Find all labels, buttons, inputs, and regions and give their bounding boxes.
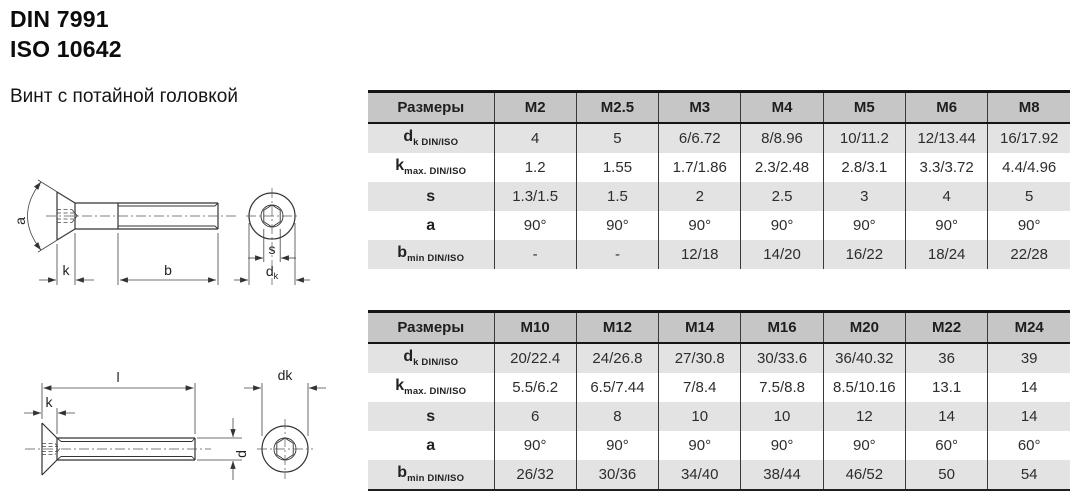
thread-length-b-label: b bbox=[164, 262, 172, 278]
value-cell: 60° bbox=[988, 431, 1070, 460]
parameter-subscript: max. DIN/ISO bbox=[404, 166, 467, 178]
standard-din: DIN 7991 bbox=[10, 6, 109, 32]
value-cell: 90° bbox=[659, 211, 741, 240]
value-cell: 14 bbox=[905, 402, 987, 431]
parameter-subscript: k DIN/ISO bbox=[413, 357, 459, 369]
value-cell: 10 bbox=[741, 402, 823, 431]
parameter-symbol: b bbox=[397, 244, 408, 262]
value-cell: 36/40.32 bbox=[823, 343, 905, 373]
value-cell: 4.4/4.96 bbox=[988, 153, 1070, 182]
value-cell: 5 bbox=[988, 182, 1070, 211]
parameter-label-cell bbox=[368, 343, 494, 373]
value-cell: 46/52 bbox=[823, 460, 905, 490]
value-cell: 10 bbox=[659, 402, 741, 431]
value-cell: 30/33.6 bbox=[741, 343, 823, 373]
value-cell: 1.3/1.5 bbox=[494, 182, 576, 211]
value-cell: 50 bbox=[905, 460, 987, 490]
value-cell: 8.5/10.16 bbox=[823, 373, 905, 402]
size-header-cell: M8 bbox=[988, 92, 1070, 124]
size-header-cell: M14 bbox=[659, 312, 741, 344]
value-cell: 1.2 bbox=[494, 153, 576, 182]
m10-m24-dimension-table bbox=[368, 310, 1070, 491]
size-header-cell: M22 bbox=[905, 312, 987, 344]
value-cell: 14 bbox=[988, 373, 1070, 402]
angle-a-label: a bbox=[12, 217, 28, 225]
value-cell: 39 bbox=[988, 343, 1070, 373]
parameter-symbol: k bbox=[395, 157, 405, 175]
value-cell: 6/6.72 bbox=[659, 123, 741, 153]
size-header-cell: M2.5 bbox=[576, 92, 658, 124]
head-dia-dk-label: $d_k$ bbox=[265, 263, 279, 281]
value-cell: 90° bbox=[988, 211, 1070, 240]
parameter-label-cell bbox=[368, 460, 494, 490]
value-cell: 6.5/7.44 bbox=[576, 373, 658, 402]
size-header-cell: M16 bbox=[741, 312, 823, 344]
parameter-subscript: min DIN/ISO bbox=[407, 253, 465, 265]
parameter-label-cell bbox=[368, 240, 494, 269]
value-cell: 36 bbox=[905, 343, 987, 373]
value-cell: 90° bbox=[823, 211, 905, 240]
table-row bbox=[368, 153, 1070, 182]
value-cell: 18/24 bbox=[905, 240, 987, 269]
value-cell: 90° bbox=[494, 211, 576, 240]
size-header-cell: M24 bbox=[988, 312, 1070, 344]
value-cell: 38/44 bbox=[741, 460, 823, 490]
value-cell: 4 bbox=[905, 182, 987, 211]
parameter-label-cell bbox=[368, 431, 494, 460]
value-cell: 90° bbox=[494, 431, 576, 460]
m2-m8-dimension-table bbox=[368, 90, 1070, 269]
value-cell: 60° bbox=[905, 431, 987, 460]
parameter-symbol: d bbox=[403, 128, 414, 146]
value-cell: 27/30.8 bbox=[659, 343, 741, 373]
size-header-cell: M6 bbox=[905, 92, 987, 124]
screw-side-view-top-drawing bbox=[10, 163, 345, 298]
value-cell: 12/13.44 bbox=[905, 123, 987, 153]
table-row bbox=[368, 460, 1070, 490]
table-row bbox=[368, 182, 1070, 211]
head-height-k-label: k bbox=[62, 262, 70, 278]
value-cell: 2.3/2.48 bbox=[741, 153, 823, 182]
value-cell: 90° bbox=[741, 431, 823, 460]
value-cell: 2.5 bbox=[741, 182, 823, 211]
value-cell: 7.5/8.8 bbox=[741, 373, 823, 402]
value-cell: 1.5 bbox=[576, 182, 658, 211]
value-cell: 90° bbox=[576, 211, 658, 240]
size-header-cell: M10 bbox=[494, 312, 576, 344]
parameter-label-cell bbox=[368, 402, 494, 431]
head-height-k-label: k bbox=[45, 394, 53, 410]
socket-size-s-label: s bbox=[268, 241, 276, 257]
value-cell: 16/17.92 bbox=[988, 123, 1070, 153]
length-l-label: l bbox=[116, 369, 120, 385]
parameter-symbol: b bbox=[397, 464, 408, 482]
value-cell: 24/26.8 bbox=[576, 343, 658, 373]
parameter-subscript: min DIN/ISO bbox=[407, 473, 465, 485]
value-cell: 1.7/1.86 bbox=[659, 153, 741, 182]
value-cell: 5.5/6.2 bbox=[494, 373, 576, 402]
table-row bbox=[368, 402, 1070, 431]
table-header-row bbox=[368, 92, 1070, 124]
parameter-symbol: a bbox=[426, 436, 436, 454]
size-header-cell: M5 bbox=[823, 92, 905, 124]
value-cell: 34/40 bbox=[659, 460, 741, 490]
screw-side-view-bottom-drawing bbox=[15, 358, 350, 498]
value-cell: 16/22 bbox=[823, 240, 905, 269]
parameter-symbol: d bbox=[403, 348, 414, 366]
parameter-symbol: s bbox=[426, 187, 436, 205]
size-header-cell: M2 bbox=[494, 92, 576, 124]
table-header-row bbox=[368, 312, 1070, 344]
parameter-symbol: k bbox=[395, 377, 405, 395]
value-cell: 14/20 bbox=[741, 240, 823, 269]
value-cell: 4 bbox=[494, 123, 576, 153]
table-row bbox=[368, 343, 1070, 373]
product-title: Винт с потайной головкой bbox=[10, 86, 238, 107]
size-header-cell: M12 bbox=[576, 312, 658, 344]
value-cell: 30/36 bbox=[576, 460, 658, 490]
value-cell: 14 bbox=[988, 402, 1070, 431]
parameter-subscript: k DIN/ISO bbox=[413, 137, 459, 149]
value-cell: 1.55 bbox=[576, 153, 658, 182]
value-cell: 3.3/3.72 bbox=[905, 153, 987, 182]
size-column-header: Размеры bbox=[368, 312, 494, 344]
value-cell: 10/11.2 bbox=[823, 123, 905, 153]
parameter-symbol: s bbox=[426, 407, 436, 425]
size-header-cell: M3 bbox=[659, 92, 741, 124]
value-cell: 2 bbox=[659, 182, 741, 211]
value-cell: 7/8.4 bbox=[659, 373, 741, 402]
value-cell: 54 bbox=[988, 460, 1070, 490]
size-column-header: Размеры bbox=[368, 92, 494, 124]
parameter-label-cell bbox=[368, 153, 494, 182]
parameter-label-cell bbox=[368, 123, 494, 153]
value-cell: 8/8.96 bbox=[741, 123, 823, 153]
value-cell: 90° bbox=[741, 211, 823, 240]
standard-iso: ISO 10642 bbox=[10, 36, 122, 62]
table-row bbox=[368, 431, 1070, 460]
thread-dia-d-label: d bbox=[233, 450, 249, 458]
value-cell: 20/22.4 bbox=[494, 343, 576, 373]
value-cell: - bbox=[576, 240, 658, 269]
value-cell: 90° bbox=[823, 431, 905, 460]
head-dia-dk-label: dk bbox=[277, 367, 293, 383]
parameter-symbol: a bbox=[426, 216, 436, 234]
value-cell: 12 bbox=[823, 402, 905, 431]
parameter-label-cell bbox=[368, 211, 494, 240]
value-cell: 6 bbox=[494, 402, 576, 431]
value-cell: 3 bbox=[823, 182, 905, 211]
size-header-cell: M4 bbox=[741, 92, 823, 124]
value-cell: 13.1 bbox=[905, 373, 987, 402]
value-cell: 26/32 bbox=[494, 460, 576, 490]
value-cell: 90° bbox=[576, 431, 658, 460]
size-header-cell: M20 bbox=[823, 312, 905, 344]
parameter-label-cell bbox=[368, 373, 494, 402]
value-cell: 5 bbox=[576, 123, 658, 153]
table-row bbox=[368, 240, 1070, 269]
value-cell: 12/18 bbox=[659, 240, 741, 269]
value-cell: 90° bbox=[905, 211, 987, 240]
value-cell: - bbox=[494, 240, 576, 269]
value-cell: 2.8/3.1 bbox=[823, 153, 905, 182]
parameter-subscript: max. DIN/ISO bbox=[404, 386, 467, 398]
value-cell: 22/28 bbox=[988, 240, 1070, 269]
table-row bbox=[368, 211, 1070, 240]
table-row bbox=[368, 123, 1070, 153]
value-cell: 90° bbox=[659, 431, 741, 460]
table-row bbox=[368, 373, 1070, 402]
parameter-label-cell bbox=[368, 182, 494, 211]
value-cell: 8 bbox=[576, 402, 658, 431]
